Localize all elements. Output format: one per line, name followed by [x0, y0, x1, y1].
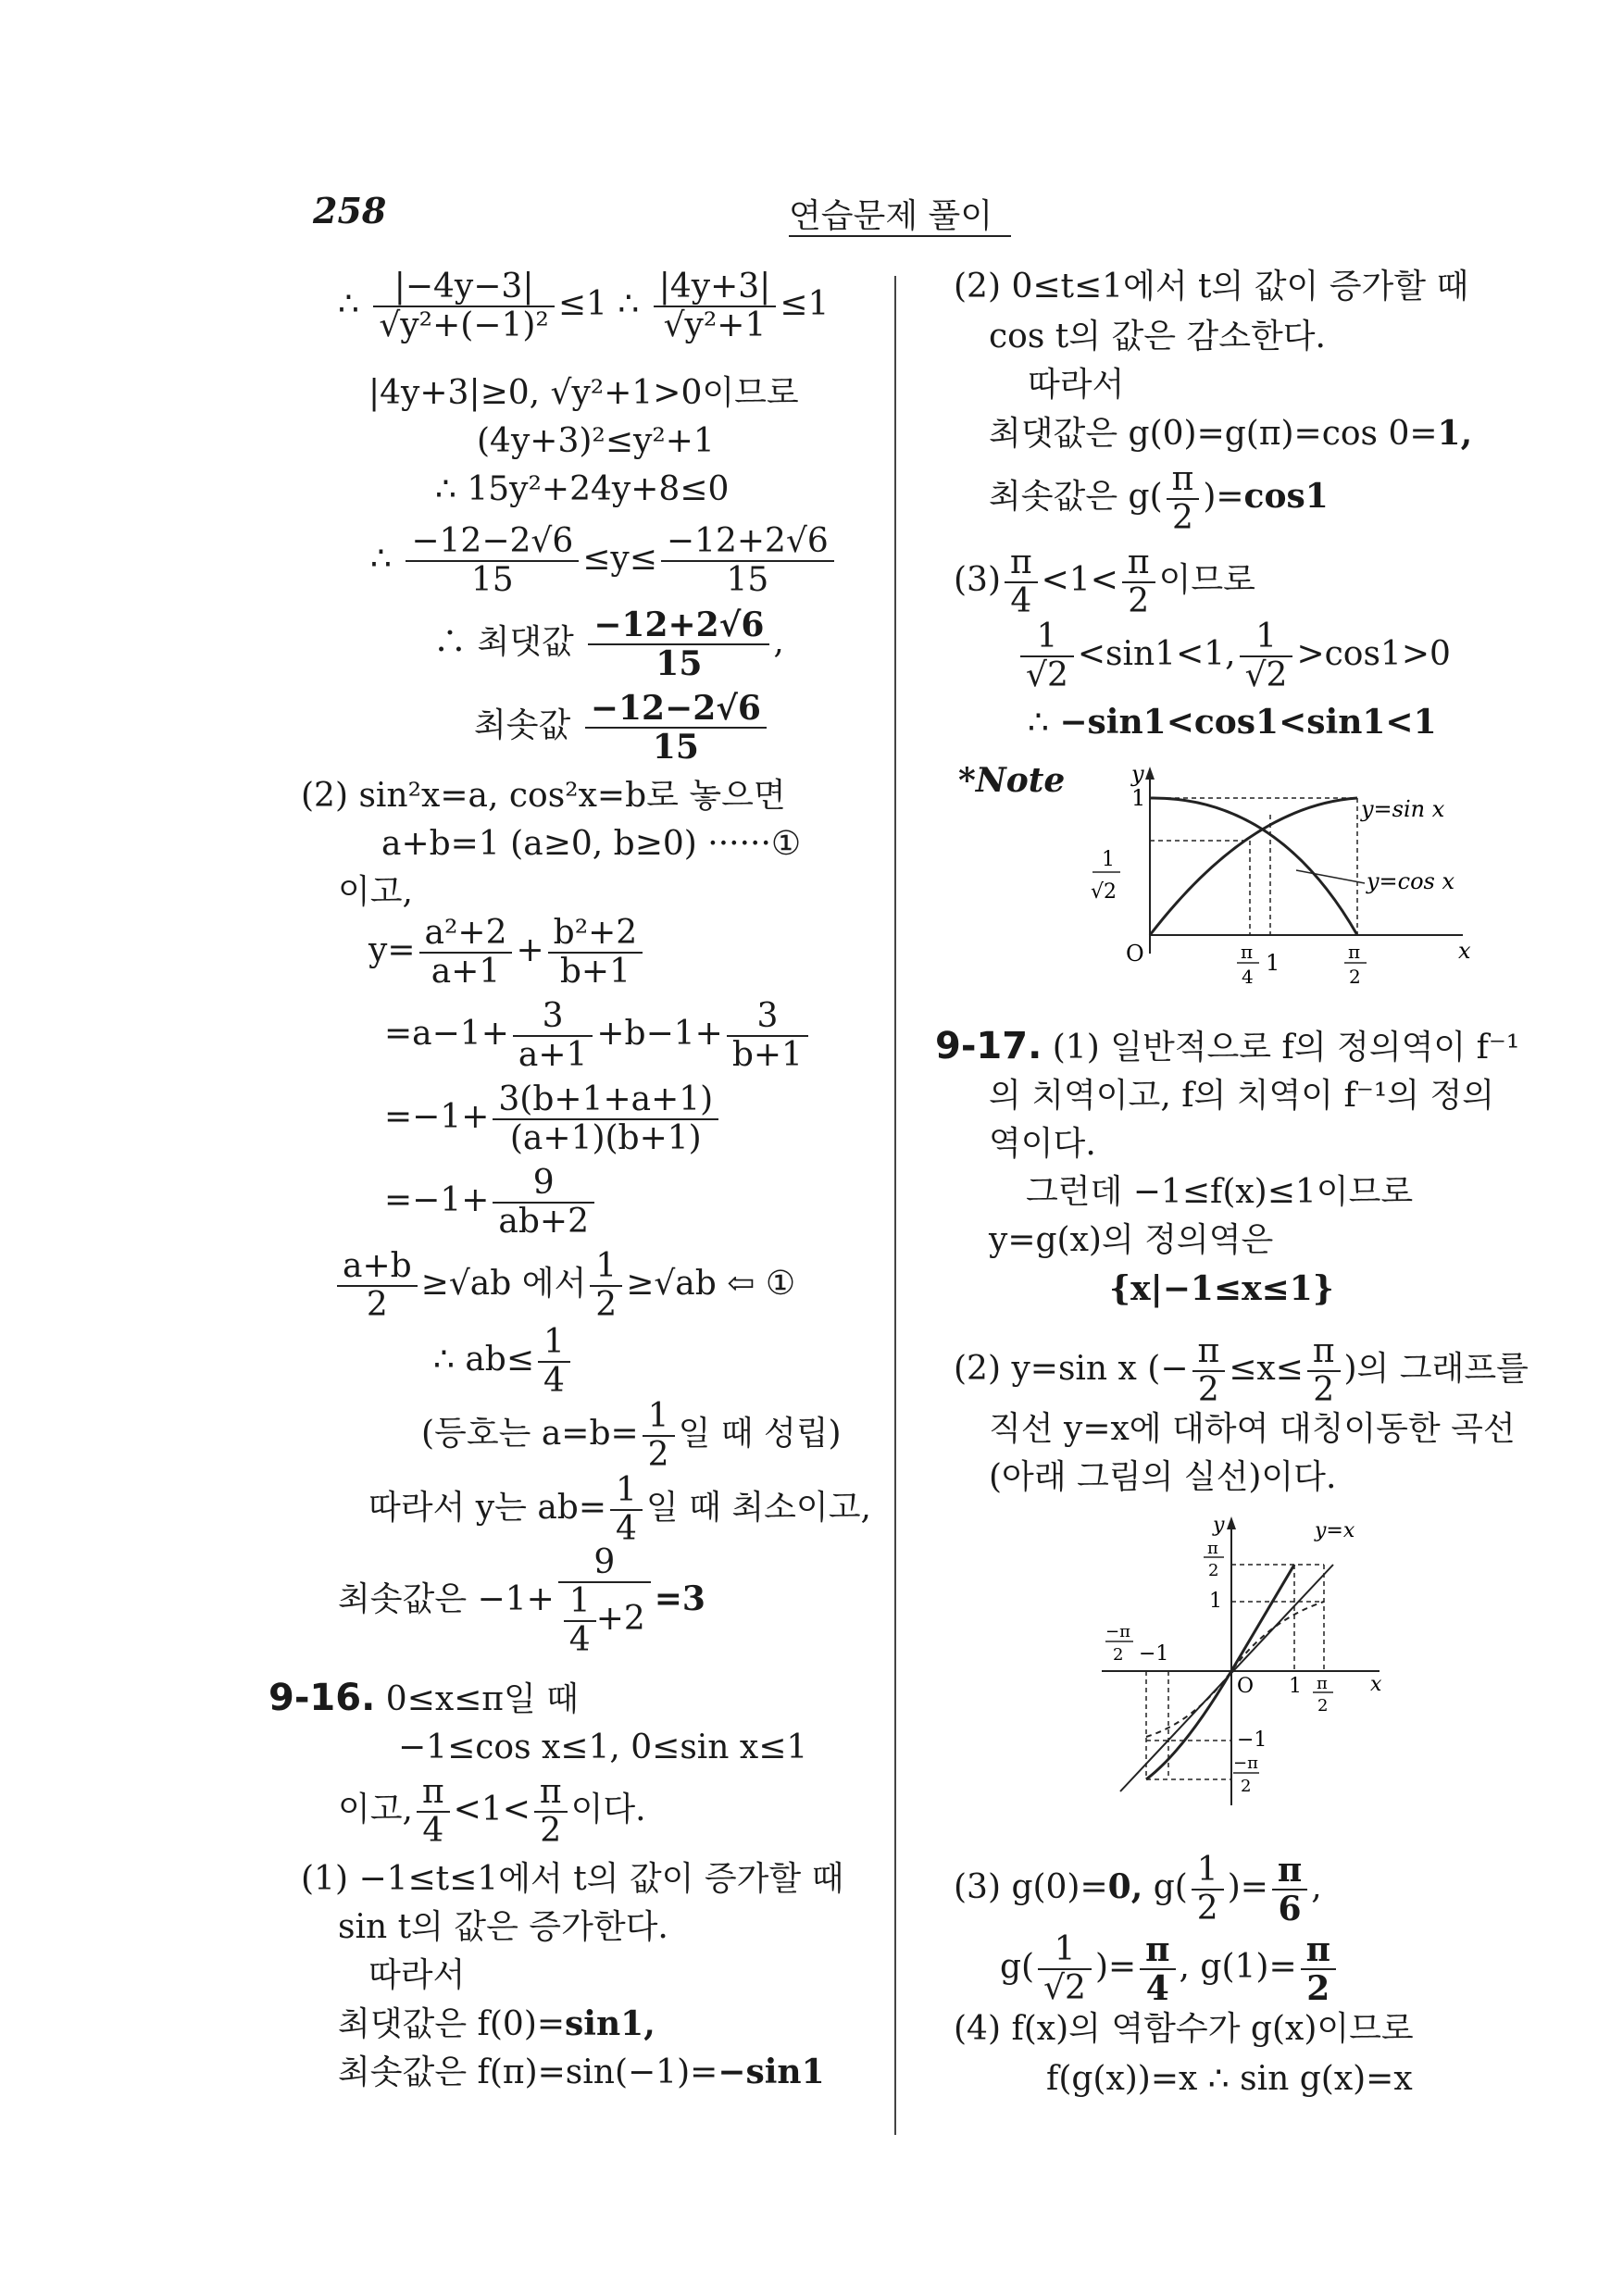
sin-cos-graph — [1074, 759, 1491, 991]
text-line: y=g(x)의 정의역은 — [989, 1221, 1274, 1259]
eq-line: (3) $\frac{\pi}{4}$ <1< $\frac{\pi}{2}$ 이므로 — [954, 543, 1255, 620]
tick-y-neg-one: −1 — [1237, 1728, 1267, 1752]
cos-curve — [1150, 798, 1357, 935]
text-line: 직선 y=x에 대하여 대칭이동한 곡선 — [989, 1410, 1516, 1448]
eq-line: ∴ −sin1<cos1<sin1<1 — [1028, 703, 1437, 742]
y-label: y — [1213, 1514, 1225, 1537]
text-line: |4y+3|≥0, √y²+1>0이므로 — [368, 374, 799, 412]
tick-y-neg-pi-num: −π — [1233, 1753, 1258, 1773]
arcsin-graph — [1092, 1509, 1407, 1815]
tick-pi-num: π — [1207, 1539, 1218, 1558]
text-line: 이고, — [338, 873, 413, 911]
cos-pointer — [1296, 870, 1365, 883]
yx-label: y=x — [1315, 1519, 1355, 1542]
tick-pi-over-4-den: 4 — [1242, 966, 1254, 988]
min-value: 최솟값은 f(π)=sin(−1)=−sin1 — [338, 2053, 825, 2091]
tick-y-neg-pi-den: 2 — [1241, 1777, 1252, 1796]
eq-step: =−1+ $\frac{3(b+1+a+1)}{(a+1)(b+1)}$ — [384, 1081, 722, 1157]
eq-y: y= $\frac{\text{a²+2}}{a+1}$ + $\frac{\text{b²+2}}{b+1}$ — [368, 915, 646, 991]
y-axis-arrow — [1227, 1516, 1236, 1529]
x-label: x — [1370, 1673, 1382, 1696]
eq-step: =−1+ $\frac{9}{ab+2}$ — [384, 1165, 598, 1241]
origin-label: O — [1237, 1675, 1255, 1698]
y-axis-arrow — [1145, 767, 1155, 780]
text-line: 역이다. — [989, 1125, 1096, 1163]
eq-ab: ∴ ab≤ $\frac{1}{4}$ — [433, 1324, 574, 1400]
text-line: (2) sin²x=a, cos²x=b로 놓으면 — [301, 777, 786, 815]
eq-line: 이고, $\frac{\pi}{4}$ <1< $\frac{\pi}{2}$ 이다. — [338, 1773, 646, 1850]
text-line: (4) f(x)의 역함수가 g(x)이므로 — [954, 2010, 1414, 2048]
text-line: 그런데 −1≤f(x)≤1이므로 — [1026, 1173, 1414, 1211]
y-label: y — [1131, 761, 1144, 787]
eq-range: ∴ $\frac{-12-2√6}{15}$ ≤y≤ $\frac{-12+2√6}{15}$ — [370, 523, 838, 599]
domain-set: {x|−1≤x≤1} — [1109, 1269, 1334, 1308]
x-label: x — [1458, 938, 1471, 964]
text-line: (2) 0≤t≤1에서 t의 값이 증가할 때 — [954, 268, 1469, 306]
eq-line: (4y+3)²≤y²+1 — [477, 422, 715, 460]
eq-abs-ratio: ∴ $\frac{|-4y-3|}{\text{√y²+(−1)²}}$ ≤1 ∴ $\frac{|4y+3|}{\text{√y²+1}}$ ≤1 — [338, 268, 830, 344]
tick-neg-one: −1 — [1139, 1642, 1169, 1666]
max-value: ∴ 최댓값 $\frac{-12+2√6}{15}$ , — [433, 605, 784, 683]
text-line: (1) −1≤t≤1에서 t의 값이 증가할 때 — [301, 1860, 844, 1898]
tick-pi-den: 2 — [1208, 1561, 1219, 1580]
text-line: cos t의 값은 감소한다. — [989, 318, 1326, 356]
sin-curve — [1150, 798, 1357, 935]
tick-inv-sqrt2-den: √2 — [1091, 880, 1117, 904]
page-title: 연습문제 풀이 — [789, 197, 993, 235]
eq-line: −1≤cos x≤1, 0≤sin x≤1 — [398, 1728, 808, 1766]
max-value: 최댓값은 f(0)=sin1, — [338, 2004, 655, 2043]
eq-line: g( $\frac{1}{√2}$ )= $\frac{\pi}{4}$ , g(1)= $\frac{\pi}{2}$ — [1000, 1931, 1340, 2007]
column-divider — [894, 276, 896, 2135]
max-value: 최댓값은 g(0)=g(π)=cos 0=1, — [989, 414, 1473, 453]
equality-note: (등호는 a=b= $\frac{1}{2}$ 일 때 성립) — [421, 1397, 842, 1474]
eq-step: =a−1+ $\frac{3}{a+1}$ +b−1+ $\frac{3}{b+1}$ — [384, 998, 812, 1074]
text-line: 따라서 — [1028, 366, 1125, 404]
eq-line: $\frac{1}{√2}$ <sin1<1, $\frac{1}{√2}$ >cos1>0 — [1017, 618, 1451, 694]
text-line: 따라서 — [368, 1956, 466, 1994]
min-value: 최솟값 $\frac{-12-2√6}{15}$ — [474, 690, 770, 766]
min-result: 최솟값은 −1+ 9 $\frac{1}{4}$ +2 =3 — [338, 1543, 705, 1659]
note-label: *Note — [958, 761, 1066, 800]
text-line: 의 치역이고, f의 치역이 f⁻¹의 정의 — [989, 1077, 1495, 1115]
eq-line: (3) g(0)=0, g( $\frac{1}{2}$ )= $\frac{\pi}{6}$ , — [954, 1851, 1322, 1928]
tick-inv-sqrt2-num: 1 — [1102, 848, 1115, 871]
tick-x-one: 1 — [1266, 950, 1280, 976]
eq-amgm: $\frac{a+b}{2}$ ≥√ab 에서 $\frac{1}{2}$ ≥√ab ⇦ ① — [333, 1248, 795, 1324]
eq-line: a+b=1 (a≥0, b≥0) ······① — [381, 825, 802, 863]
eq-line: f(g(x))=x ∴ sin g(x)=x — [1046, 2060, 1413, 2098]
problem-9-16: 9-16. 0≤x≤π일 때 — [268, 1677, 579, 1719]
text-line: (아래 그림의 실선)이다. — [989, 1458, 1337, 1496]
tick-one: 1 — [1131, 785, 1146, 811]
tick-x-pi-den: 2 — [1317, 1696, 1329, 1716]
text-line: 따라서 y는 ab= $\frac{1}{4}$ 일 때 최소이고, — [368, 1471, 871, 1548]
tick-neg-pi-num: −π — [1105, 1622, 1130, 1641]
page-number: 258 — [313, 190, 387, 231]
tick-neg-pi-den: 2 — [1113, 1645, 1124, 1665]
tick-y-one: 1 — [1209, 1590, 1222, 1613]
text-line: sin t의 값은 증가한다. — [338, 1908, 668, 1946]
cos-label: y=cos x — [1367, 868, 1455, 894]
tick-x-one: 1 — [1289, 1675, 1302, 1698]
origin-label: O — [1126, 941, 1144, 967]
title-underline — [789, 235, 1011, 237]
problem-9-17: 9-17. (1) 일반적으로 f의 정의역이 f⁻¹ — [935, 1025, 1520, 1067]
tick-x-pi-num: π — [1317, 1674, 1328, 1693]
text-line: (2) y=sin x (− $\frac{\pi}{2}$ ≤x≤ $\frac{\pi}{2}$ )의 그래프를 — [954, 1332, 1529, 1409]
tick-pi-over-4-num: π — [1241, 941, 1254, 963]
eq-line: ∴ 15y²+24y+8≤0 — [435, 470, 730, 508]
sin-label: y=sin x — [1361, 796, 1445, 822]
tick-pi-over-2-den: 2 — [1349, 966, 1361, 988]
tick-pi-over-2-num: π — [1348, 941, 1361, 963]
min-value: 최솟값은 g( $\frac{\pi}{2}$ )=cos1 — [989, 460, 1329, 537]
